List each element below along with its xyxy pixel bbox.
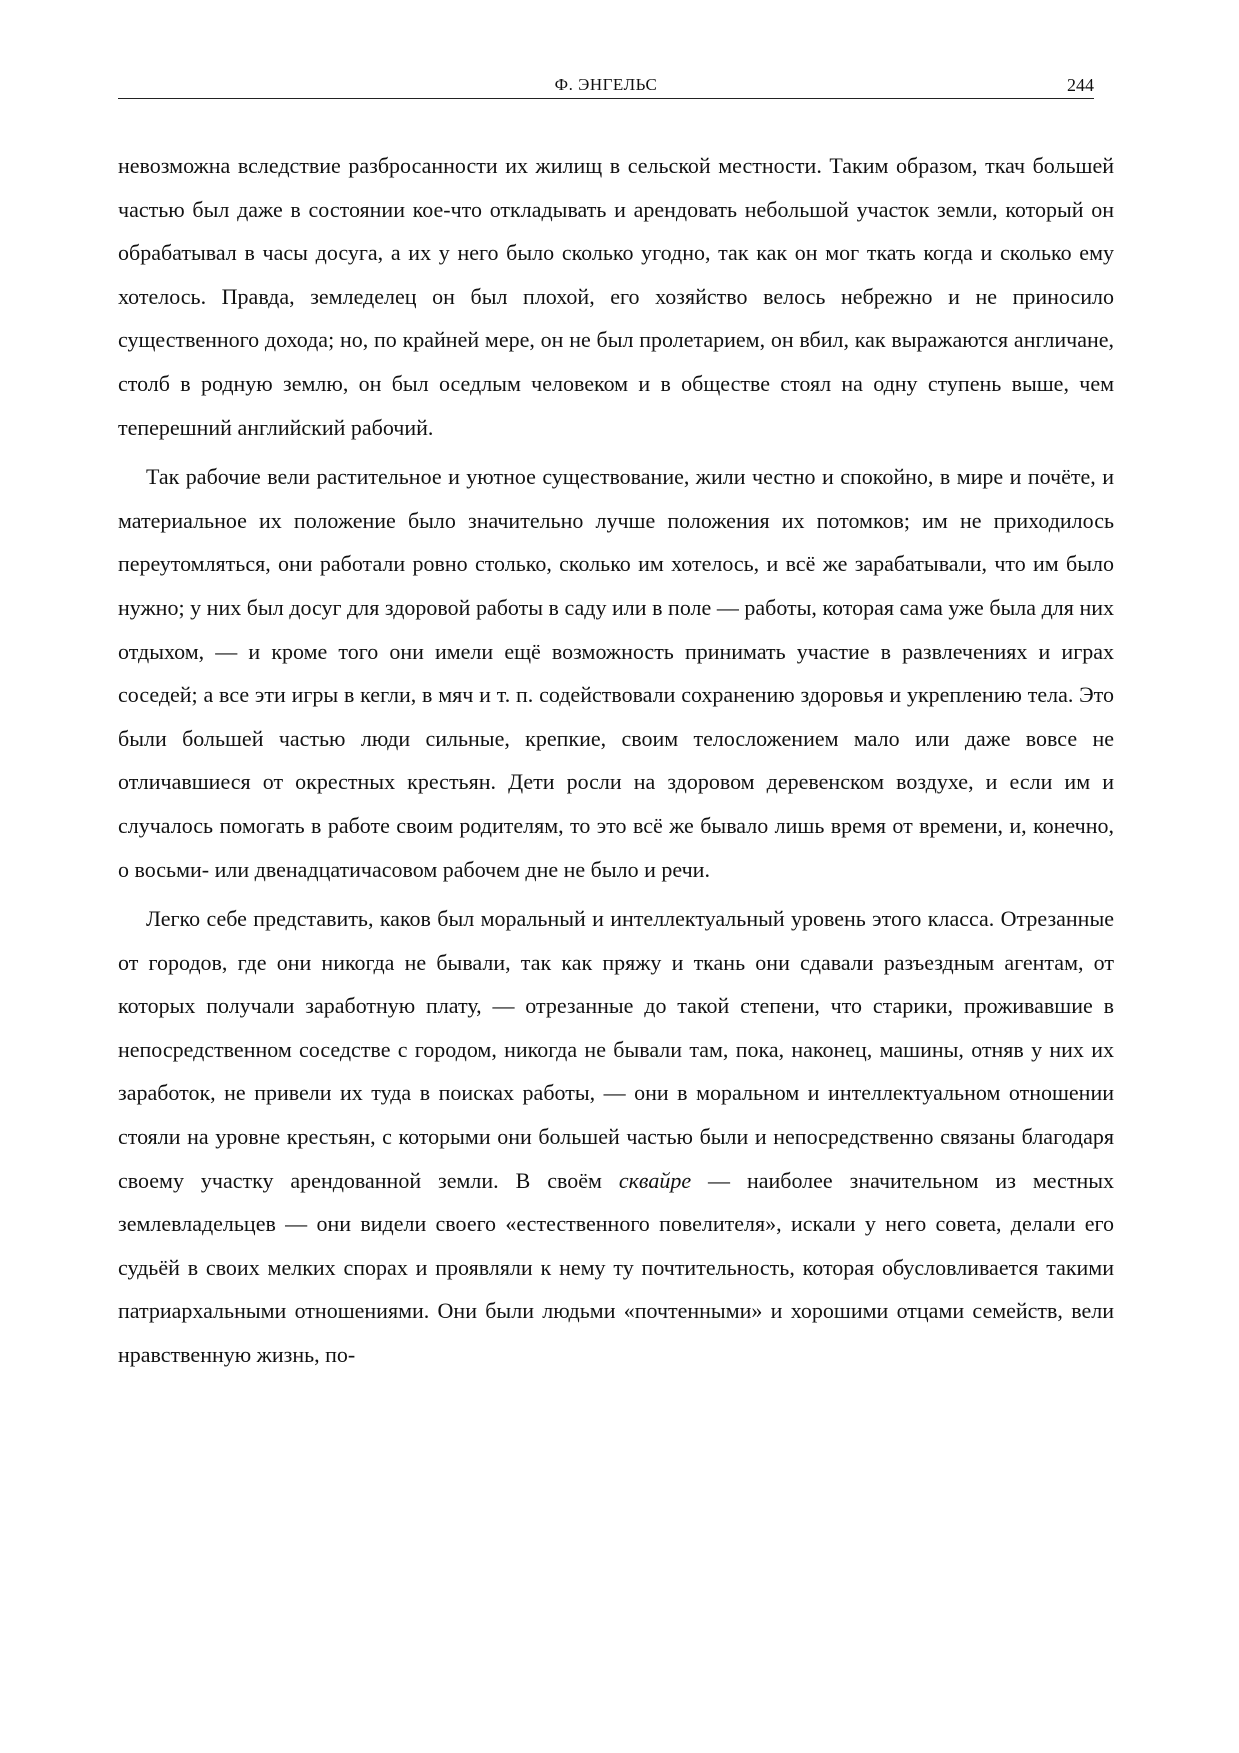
paragraph-2: Так рабочие вели растительное и уютное существование, жили честно и спокойно, в мире и почёте, и материальное их положение было значительно лучше положения их потомков; им не приходилось переутомляться, они работали ровно столько, сколько им хотелось, и всё же зарабатывали, что им было нужно; у них был досуг для здоровой работы в саду или в поле — работы, которая сама уже была для них отдыхом, — и кроме того они имели ещё возможность принимать участие в развлечениях и играх соседей; а все эти игры в кегли, в мяч и т. п. содействовали сохранению здоровья и укреплению тела. Это были большей частью люди сильные, крепкие, своим телосложением мало или даже вовсе не отличавшиеся от окрестных крестьян. Дети росли на здоровом деревенском воздухе, и если им и случалось помогать в работе своим родителям, то это всё же бывало лишь время от времени, и, конечно, о восьми- или двенадцатичасовом рабочем дне не было и речи. bbox=[118, 464, 1114, 882]
header-author: Ф. ЭНГЕЛЬС bbox=[554, 75, 658, 94]
paragraph-1: невозможна вследствие разбросанности их жилищ в сельской местности. Таким образом, ткач большей частью был даже в состоянии кое-что откладывать и арендовать небольшой участок земли, который он обрабатывал в часы досуга, а их у него было сколько угодно, так как он мог ткать когда и сколько ему хотелось. Правда, земледелец он был плохой, его хозяйство велось небрежно и не приносило существенного дохода; но, по крайней мере, он не был пролетарием, он вбил, как выражаются англичане, столб в родную землю, он был оседлым человеком и в обществе стоял на одну ступень выше, чем теперешний английский рабочий. bbox=[118, 153, 1114, 440]
page-number: 244 bbox=[1067, 75, 1094, 95]
paragraph-3 bbox=[118, 897, 1114, 1377]
running-header bbox=[118, 74, 1094, 99]
body-text bbox=[118, 144, 1114, 1383]
paragraph-3-part-1: Легко себе представить, каков был моральный и интеллектуальный уровень этого класса. Отрезанные от городов, где они никогда не бывали, так как пряжу и ткань они сдавали разъездным агентам, от которых получали заработную плату, — отрезанные до такой степени, что старики, проживавшие в непосредственном соседстве с городом, никогда не бывали там, пока, наконец, машины, отняв у них их заработок, не привели их туда в поисках работы, — они в моральном и интеллектуальном отношении стояли на уровне крестьян, с которыми они большей частью были и непосредственно связаны благодаря своему участку арендованной земли. В своём bbox=[118, 906, 1114, 1193]
italic-term-squire: сквайре bbox=[618, 1167, 692, 1193]
paragraph-3-part-2: — наиболее значительном из местных землевладельцев — они видели своего «естественного повелителя», искали у него совета, делали его судьёй в своих мелких спорах и проявляли к нему ту почтительность, которая обусловливается такими патриархальными отношениями. Они были людьми «почтенными» и хорошими отцами семейств, вели нравственную жизнь, по- bbox=[118, 1167, 1114, 1368]
